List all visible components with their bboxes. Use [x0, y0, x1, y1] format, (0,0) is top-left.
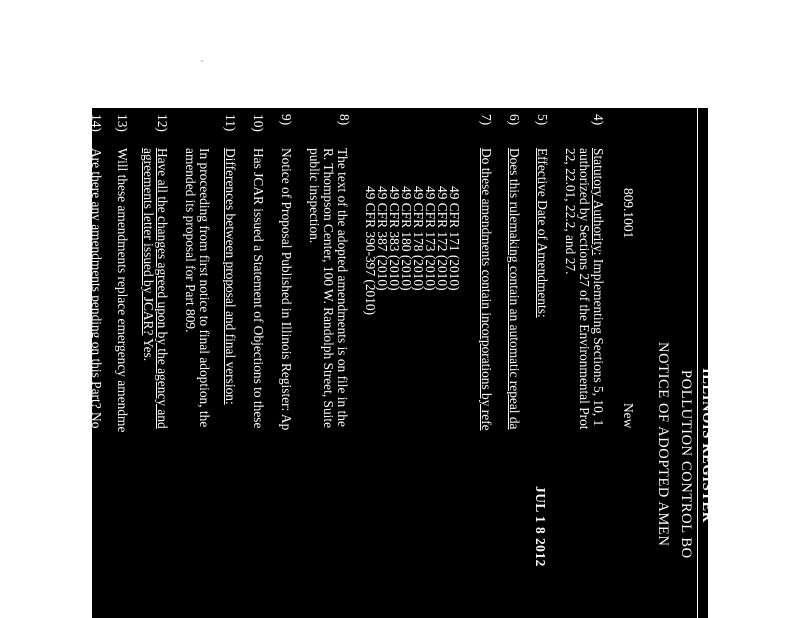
rotated-page-text	[89, 108, 715, 618]
item-6-label: Does this rulemaking contain an automatic repeal da	[507, 148, 522, 430]
effective-date-stamp: JUL 1 8 2012	[533, 486, 548, 567]
cfr-reference: 49 CFR 178 (2010)	[411, 186, 426, 291]
section-status: New	[621, 403, 636, 429]
item-8-line2: R. Thompson Center, 100 W. Randolph Street, Suite	[321, 148, 336, 429]
item-5-number: 5)	[535, 114, 550, 126]
cfr-reference: 49 CFR 383 (2010)	[387, 186, 402, 291]
item-8-line3: public inspection.	[307, 148, 322, 244]
item-10-number: 10)	[251, 114, 266, 132]
cfr-reference: 49 CFR 390-397 (2010)	[363, 186, 378, 316]
item-12-line2: agreements letter issued by JCAR? Yes.	[141, 148, 156, 362]
item-12-line1: Have all the changes agreed upon by the agency and	[155, 148, 170, 429]
item-14-number: 14)	[89, 114, 104, 132]
header-board: POLLUTION CONTROL BO	[678, 370, 694, 559]
item-8-number: 8)	[337, 114, 352, 126]
cfr-reference: 49 CFR 171 (2010)	[447, 186, 462, 291]
item-4-line2: authorized by Sections 27 of the Environmental Prot	[577, 148, 592, 430]
item-7-label: Do these amendments contain incorporations by refe	[479, 148, 494, 431]
item-8-line1: The text of the adopted amendments is on file in the	[335, 148, 350, 427]
item-11-line2: amended its proposal for Part 809.	[183, 148, 198, 333]
item-4-line1: Statutory Authority: Implementing Sections 5, 10, 1	[591, 148, 606, 427]
item-11-line1: In proceeding from first notice to final adoption, the	[197, 148, 212, 428]
cfr-reference: 49 CFR 180 (2010)	[399, 186, 414, 291]
header-rule	[697, 108, 698, 618]
item-6-number: 6)	[507, 114, 522, 126]
cfr-reference: 49 CFR 173 (2010)	[423, 186, 438, 291]
item-5-label: Effective Date of Amendments:	[535, 148, 550, 318]
item-11-label: Differences between proposal and final version:	[223, 148, 238, 405]
item-13-number: 13)	[115, 114, 130, 132]
cfr-reference: 49 CFR 387 (2010)	[375, 186, 390, 291]
header-register: ILLINOIS REGISTER	[699, 368, 715, 523]
item-4-line3: 22, 22.01, 22.2, and 27.	[563, 148, 578, 275]
item-4-number: 4)	[591, 114, 606, 126]
item-9-text: Notice of Proposal Published in Illinois Register: Ap	[279, 148, 294, 431]
item-13-text: Will these amendments replace emergency amendme	[115, 148, 130, 433]
item-14-text: Are there any amendments pending on this Part? No	[89, 148, 104, 429]
section-number: 809.1001	[621, 188, 636, 239]
item-7-number: 7)	[479, 114, 494, 126]
item-11-number: 11)	[223, 114, 238, 132]
header-notice: NOTICE OF ADOPTED AMEN	[655, 342, 671, 547]
scanned-document	[89, 108, 715, 618]
scan-speck	[201, 60, 203, 62]
item-12-number: 12)	[155, 114, 170, 132]
cfr-reference: 49 CFR 172 (2010)	[435, 186, 450, 291]
item-10-text: Has JCAR issued a Statement of Objections to these	[251, 148, 266, 429]
item-9-number: 9)	[279, 114, 294, 126]
